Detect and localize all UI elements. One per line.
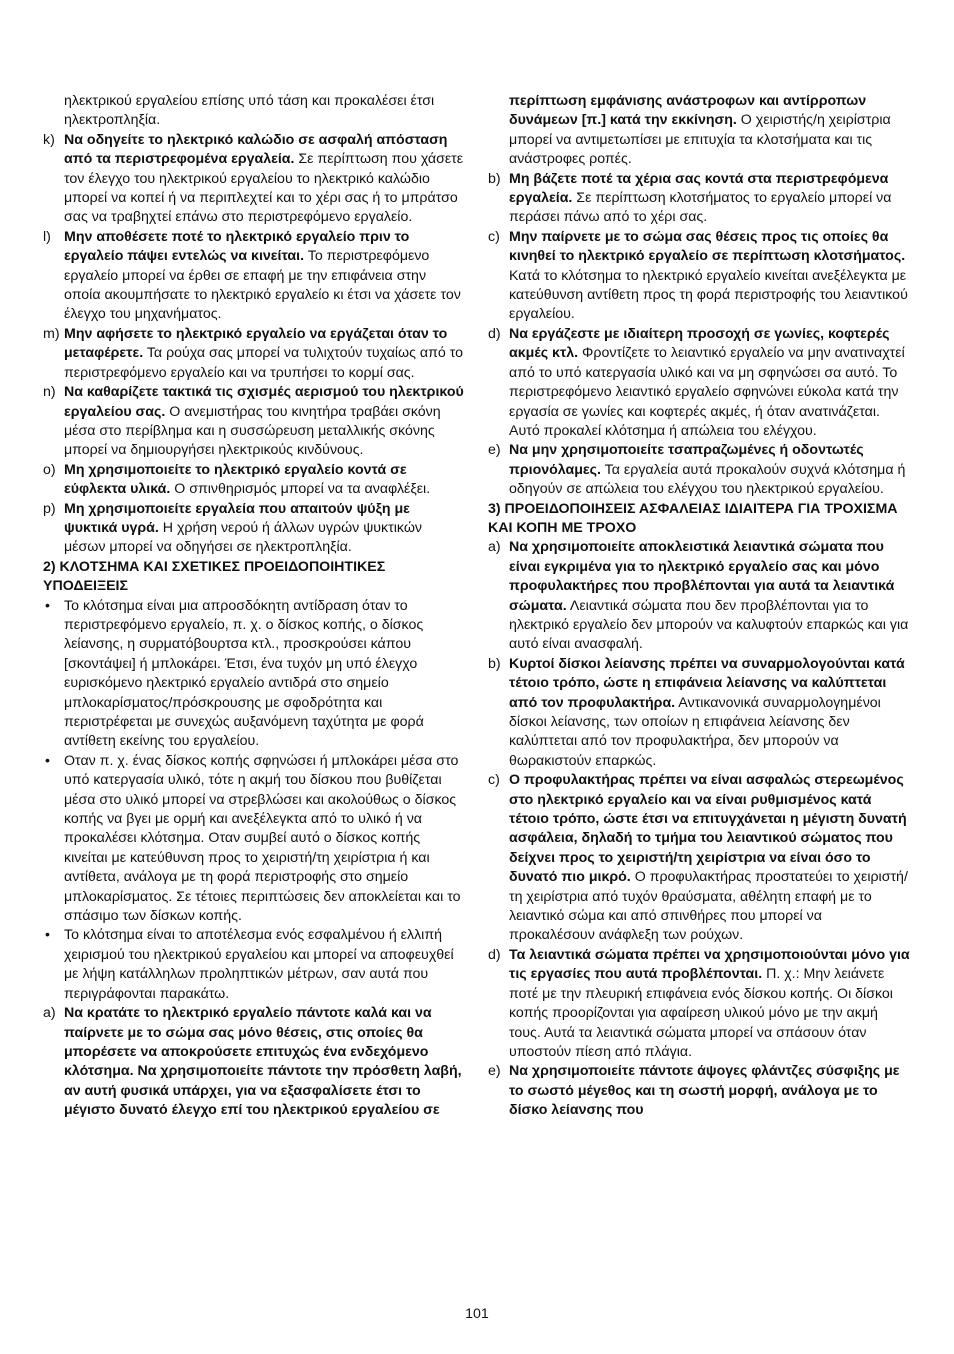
bold-text: Να κρατάτε το ηλεκτρικό εργαλείο πάντοτε καλά και να παίρνετε με το σώμα σας μόνο θέσεις, στις οποίες θα μπορέσετε να αποκρούσετε επιτυχώς ένα ενδεχόμενο κλότσημα. Να χρησιμοποιείτε πάντοτε την πρόσθετη λαβή, αν αυτή φυσικά υπάρχει, για να εξασφαλίσετε έτσι το μέγιστο δυνατό έλεγχο επί του ηλεκτρικού εργαλείου σε xyxy=(64,1005,462,1119)
bold-text: Κυρτοί δίσκοι λείανσης πρέπει να συναρμολογούνται κατά τέτοιο τρόπο, ώστε η επιφάνεια λείανσης να καλύπτεται από τον προφυλακτήρα. xyxy=(509,655,905,711)
bold-text: Να χρησιμοποιείτε πάντοτε άψογες φλάντζες σύσφιξης με το σωστό μέγεθος και τη σωστή μορφή, ανάλογα με το δίσκο λείανσης που xyxy=(509,1063,900,1119)
body-text: Η χρήση νερού ή άλλων υγρών ψυκτικών μέσων μπορεί να οδηγήσει σε ηλεκτροπληξία. xyxy=(64,519,423,556)
list-marker: l) xyxy=(43,228,51,245)
bold-text: περίπτωση εμφάνισης ανάστροφων και αντίρροπων δυνάμεων [π.] κατά την εκκίνηση. xyxy=(509,93,867,129)
body-text: Ο σπινθηρισμός μπορεί να τα αναφλέξει. xyxy=(170,481,431,498)
bold-text: Να μην χρησιμοποιείτε τσαπραζωμένες ή οδοντωτές πριονόλαμες. xyxy=(509,442,864,478)
list-marker: e) xyxy=(488,442,501,459)
list-marker: k) xyxy=(43,131,55,148)
list-marker: n) xyxy=(43,384,56,401)
bullet-marker: • xyxy=(45,752,50,769)
list-marker: a) xyxy=(43,1005,56,1022)
bold-text: Μη χρησιμοποιείτε εργαλεία που απαιτούν ψύξη με ψυκτικά υγρά. xyxy=(64,500,410,536)
list-marker: o) xyxy=(43,461,56,478)
body-text: Το περιστρεφόμενο εργαλείο μπορεί να έρθει σε επαφή με την επιφάνεια στην οποία ακουμπήσατε το ηλεκτρικό εργαλείο κι έτσι να χάσετε τον έλεγχο του μηχανήματος. xyxy=(64,248,461,323)
body-text: Π. χ.: Μην λειάνετε ποτέ με την πλευρική επιφάνεια ενός δίσκου κοπής. Οι δίσκοι κοπής προορίζονται για αφαίρεση υλικού μόνο με την ακμή τους. Αυτά τα λειαντικά σώματα μπορεί να σπάσουν όταν υποστούν πίεση από πλάγια. xyxy=(509,966,893,1060)
list-marker: c) xyxy=(488,228,500,245)
list-item xyxy=(43,228,465,325)
body-text: Ο προφυλακτήρας προστατεύει το χειριστή/τη χειρίστρια από τυχόν θραύσματα, αθέλητη επαφή με το λειαντικό σώμα και από σπινθήρες που μπορεί να προκαλέσουν ανάφλεξη των ρούχων. xyxy=(509,869,908,944)
bold-text: Να χρησιμοποιείτε αποκλειστικά λειαντικά σώματα που είναι εγκριμένα για το ηλεκτρικό εργαλείο σας και μόνο προφυλακτήρες που προβλέπονται για αυτά τα λειαντικά σώματα. xyxy=(509,539,895,614)
bold-text: Μην αποθέσετε ποτέ το ηλεκτρικό εργαλείο πριν το εργαλείο πάψει εντελώς να κινείται. xyxy=(64,228,410,265)
bold-text: Να οδηγείτε το ηλεκτρικό καλώδιο σε ασφαλή απόσταση από τα περιστρεφομένα εργαλεία. xyxy=(64,131,448,168)
list-marker: d) xyxy=(488,325,501,342)
bullet-item xyxy=(43,752,465,927)
body-text: Αντικανονικά συναρμολογημένοι δίσκοι λείανσης, των οποίων η επιφάνεια λείανσης δεν καλύπτεται από τον προφυλακτήρα, δεν μπορούν να θωρακιστούν επαρκώς. xyxy=(509,694,881,769)
bullet-item xyxy=(43,597,465,752)
list-item xyxy=(43,383,465,461)
body-text: Τα ρούχα σας μπορεί να τυλιχτούν τυχαίως από το περιστρεφόμενο εργαλείο και να τρυπήσει το κορμί σας. xyxy=(64,345,464,381)
body-text: Ο ανεμιστήρας του κινητήρα τραβάει σκόνη μέσα στο περίβλημα και η συσσώρευση μεταλλικής σκόνης μπορεί να δημιουργήσει ηλεκτρικούς κινδύνους. xyxy=(64,403,441,459)
body-text: ηλεκτρικού εργαλείου επίσης υπό τάση και προκαλέσει έτσι ηλεκτροπληξία. xyxy=(64,93,435,129)
list-item xyxy=(488,655,910,771)
list-marker: b) xyxy=(488,170,501,187)
continued-paragraph xyxy=(43,92,465,131)
bullet-marker: • xyxy=(45,597,50,614)
list-item xyxy=(488,538,910,654)
body-text: Κατά το κλότσημα το ηλεκτρικό εργαλείο κινείται ανεξέλεγκτα με κατεύθυνση αντίθετη προς τη φορά περιστροφής του λειαντικού εργαλείου. xyxy=(509,267,908,323)
list-item xyxy=(488,946,910,1062)
body-text: Το κλότσημα είναι μια απροσδόκητη αντίδραση όταν το περιστρεφόμενο εργαλείο, π. χ. ο δίσκος κοπής, ο δίσκος λείανσης, η συρματόβουρτσα κτλ., προσκρούσει κάπου [σκοντάψει] ή μπλοκάρει. Έτσι, ένα τυχόν μη υπό έλεγχο ευρισκόμενο ηλεκτρικό εργαλείο αντιδρά στο σημείο μπλοκαρίσματος/πρόσκρουσης με σφοδρότητα και περιστρέφεται με συνεχώς αυξανόμενη ταχύτητα με φορά αντίθετη εκείνης του εργαλείου. xyxy=(64,597,424,750)
left-column xyxy=(43,92,465,1121)
continued-paragraph xyxy=(488,92,910,170)
bold-text: Ο προφυλακτήρας πρέπει να είναι ασφαλώς στερεωμένος στο ηλεκτρικό εργαλείο και να είναι ρυθμισμένος κατά τέτοιο τρόπο, ώστε έτσι να επιτυγχάνεται η μέγιστη δυνατή ασφάλεια, δηλαδή το τμήμα του λειαντικού σώματος που δείχνει προς το χειριστή/τη χειρίστρια να είναι όσο το δυνατό πιο μικρό. xyxy=(509,772,907,886)
list-marker: d) xyxy=(488,946,501,963)
list-item xyxy=(488,325,910,441)
list-marker: p) xyxy=(43,500,56,517)
bold-text: Να εργάζεστε με ιδιαίτερη προσοχή σε γωνίες, κοφτερές ακμές κτλ. xyxy=(509,325,890,362)
bold-text: Μη βάζετε ποτέ τα χέρια σας κοντά στα περιστρεφόμενα εργαλεία. xyxy=(509,170,889,207)
body-text: Τα εργαλεία αυτά προκαλούν συχνά κλότσημα ή οδηγούν σε απώλεια του ελέγχου του ηλεκτρικού εργαλείου. xyxy=(509,461,906,498)
body-text: Οταν π. χ. ένας δίσκος κοπής σφηνώσει ή μπλοκάρει μέσα στο υπό κατεργασία υλικό, τότε η ακμή του δίσκου που βυθίζεται μέσα στο υλικό μπορεί να στρεβλώσει και ακολούθως ο δίσκος κοπής να βγει με ορμή και ανεξέλεγκτα από το υλικό ή να προκαλέσει κλότσημα. Οταν συμβεί αυτό ο δίσκος κοπής κινείται με κατεύθυνση προς το χειριστή/τη χειρίστρια ή και αντίθετα, ανάλογα με τη φορά περιστροφής στο σημείο μπλοκαρίσματος. Σε τέτοιες περιπτώσεις δεν αποκλείεται και το σπάσιμο των δίσκων κοπής. xyxy=(64,752,461,925)
body-text: Το κλότσημα είναι το αποτέλεσμα ενός εσφαλμένου ή ελλιπή χειρισμού του ηλεκτρικού εργαλείου και μπορεί να αποφευχθεί με λήψη κατάλληλων προληπτικών μέτρων, σαν αυτά που περιγράφονται παρακάτω. xyxy=(64,927,454,1002)
right-column xyxy=(488,92,910,1121)
bold-text: Μην αφήσετε το ηλεκτρικό εργαλείο να εργάζεται όταν το μεταφέρετε. xyxy=(64,325,448,362)
list-item xyxy=(488,228,910,325)
list-item xyxy=(43,461,465,500)
list-marker: a) xyxy=(488,539,501,556)
list-item xyxy=(43,131,465,228)
bold-text: Μη χρησιμοποιείτε το ηλεκτρικό εργαλείο κοντά σε εύφλεκτα υλικά. xyxy=(64,461,407,498)
bullet-marker: • xyxy=(45,927,50,944)
section-heading: 2) ΚΛΟΤΣΗΜΑ ΚΑΙ ΣΧΕΤΙΚΕΣ ΠΡΟΕΙΔΟΠΟΙΗΤΙΚΕΣ ΥΠΟΔΕΙΞΕΙΣ xyxy=(43,558,386,595)
list-marker: b) xyxy=(488,655,501,672)
list-marker: c) xyxy=(488,772,500,789)
list-item xyxy=(43,1004,465,1120)
list-item xyxy=(43,500,465,558)
body-text: Σε περίπτωση κλοτσήματος το εργαλείο μπορεί να περάσει πάνω από το χέρι σας. xyxy=(509,190,892,226)
list-item xyxy=(488,1062,910,1120)
page-number: 101 xyxy=(465,1306,489,1322)
list-marker: m) xyxy=(43,325,60,342)
body-text: Φροντίζετε το λειαντικό εργαλείο να μην ανατιναχτεί από το υπό κατεργασία υλικό και να μη σφηνώσει σα αυτό. Το περιστρεφόμενο λειαντικό εργαλείο σφηνώνει εύκολα κατά την εργασία σε γωνίες και κοφτερές ακμές, ή όταν ανατινάζεται. Αυτό προκαλεί κλότσημα ή απώλεια του ελέγχου. xyxy=(509,345,905,439)
list-item xyxy=(488,170,910,228)
list-item xyxy=(43,325,465,383)
list-marker: e) xyxy=(488,1063,501,1080)
bold-text: Να καθαρίζετε τακτικά τις σχισμές αερισμού του ηλεκτρικού εργαλείου σας. xyxy=(64,384,464,420)
section-heading: 3) ΠΡΟΕΙΔΟΠΟΙΗΣΕΙΣ ΑΣΦΑΛΕΙΑΣ ΙΔΙΑΙΤΕΡΑ ΓΙΑ ΤΡΟΧΙΣΜΑ ΚΑΙ ΚΟΠΗ ΜΕ ΤΡΟΧΟ xyxy=(488,500,898,536)
body-text: Σε περίπτωση που χάσετε τον έλεγχο του ηλεκτρικού εργαλείου το ηλεκτρικό καλώδιο μπορεί να κοπεί ή να περιπλεχτεί και το χέρι σας ή το μπράτσο σας να τραβηχτεί επάνω στο περιστρεφόμενο εργαλείο. xyxy=(64,151,464,226)
list-item xyxy=(488,441,910,499)
bold-text: Μην παίρνετε με το σώμα σας θέσεις προς τις οποίες θα κινηθεί το ηλεκτρικό εργαλείο σε περίπτωση κλοτσήματος. xyxy=(509,228,906,265)
list-item xyxy=(488,771,910,946)
body-text: Ο χειριστής/η χειρίστρια μπορεί να αντιμετωπίσει με επιτυχία τα κλοτσήματα και τις ανάστροφες ροπές. xyxy=(509,112,891,168)
bullet-item xyxy=(43,926,465,1004)
bold-text: Τα λειαντικά σώματα πρέπει να χρησιμοποιούνται μόνο για τις εργασίες που αυτά προβλέπονται. xyxy=(509,946,910,983)
body-text: Λειαντικά σώματα που δεν προβλέπονται για το ηλεκτρικό εργαλείο δεν μπορούν να καλυφτούν επαρκώς και για αυτό είναι ανασφαλή. xyxy=(509,597,909,653)
